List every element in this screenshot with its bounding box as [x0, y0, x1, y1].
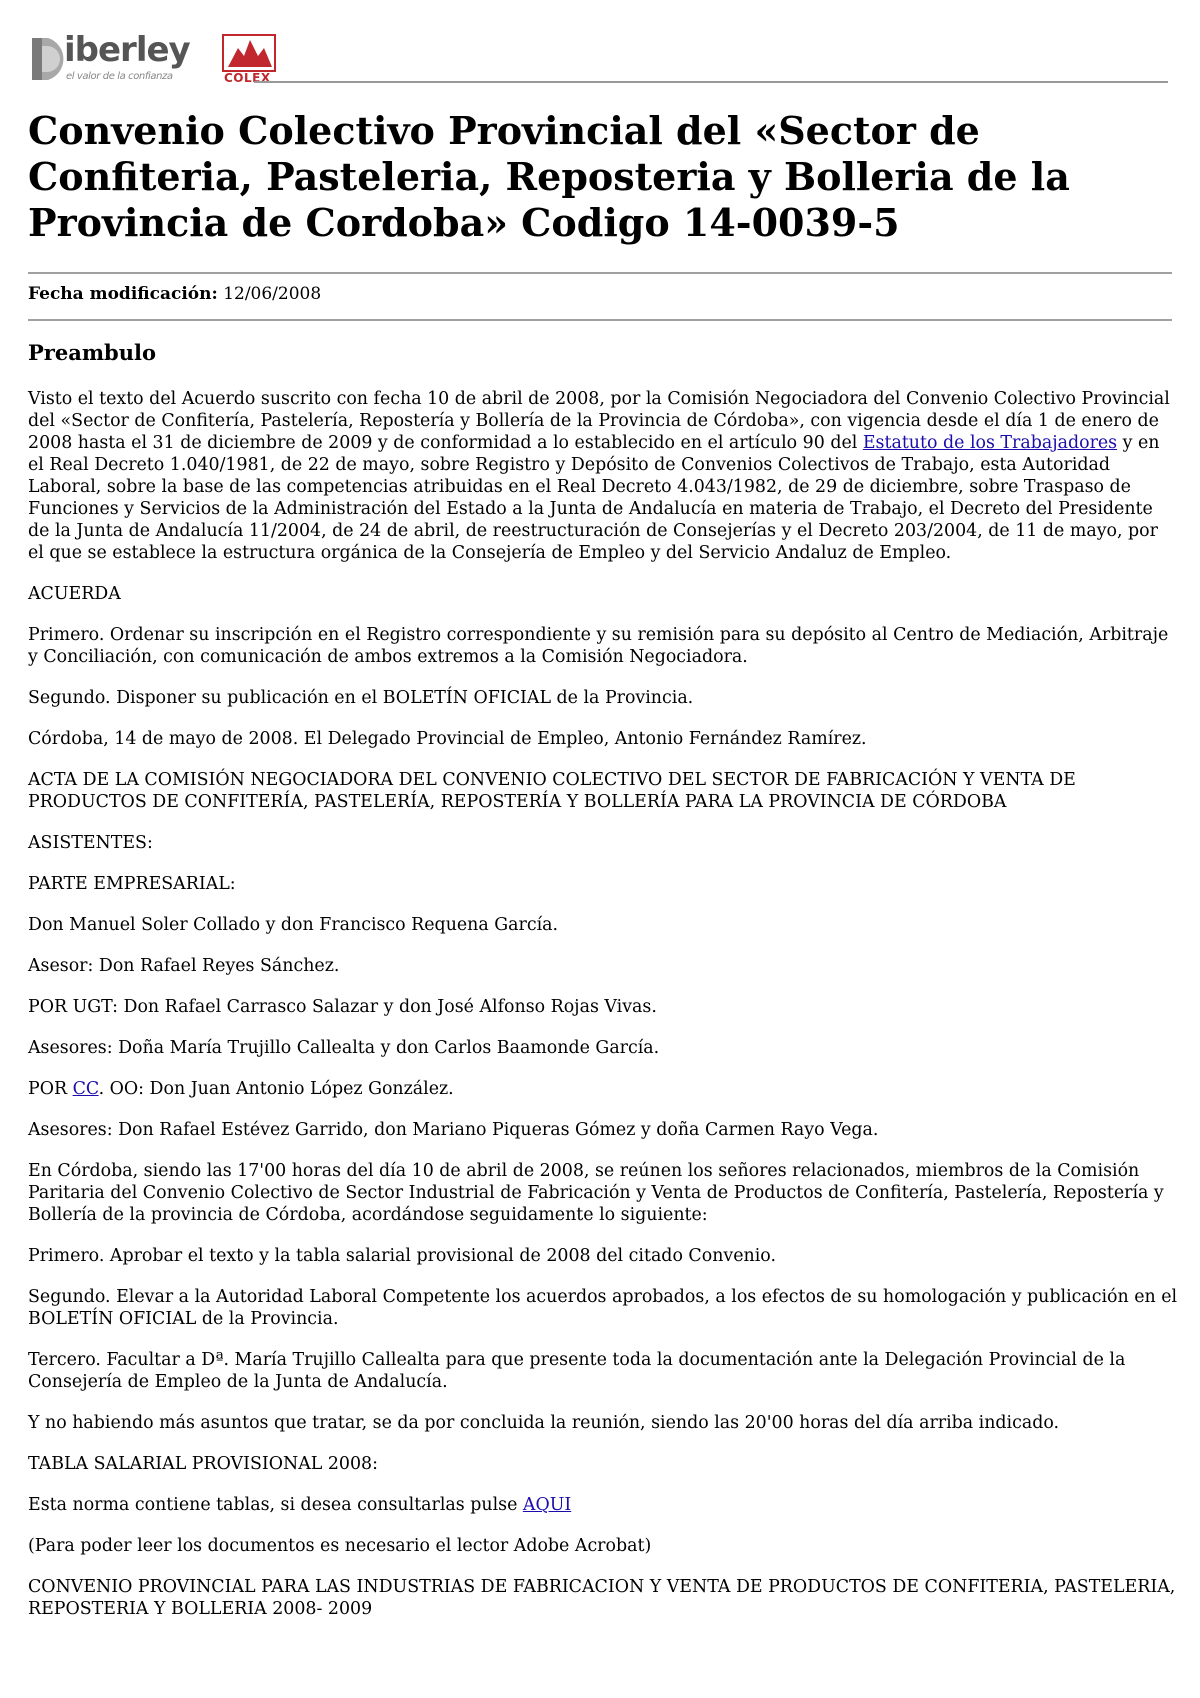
- paragraph: Asesores: Don Rafael Estévez Garrido, don Mariano Piqueras Gómez y doña Carmen Rayo Vega.: [28, 1120, 879, 1140]
- paragraph: Asesores: Doña María Trujillo Callealta y don Carlos Baamonde García.: [28, 1038, 660, 1058]
- paragraph: En Córdoba, siendo las 17'00 horas del día 10 de abril de 2008, se reúnen los señores relacionados, miembros de la Comisión Paritaria del Convenio Colectivo de Sector Industrial de Fabricación y Venta de Productos de Confitería, Pastelería, Repostería y Bollería de la provincia de Córdoba, acordándose seguidamente lo siguiente:: [28, 1161, 1164, 1225]
- aqui-link[interactable]: AQUI: [522, 1495, 572, 1515]
- paragraph: Asesor: Don Rafael Reyes Sánchez.: [28, 956, 340, 976]
- text: . OO: Don Juan Antonio López González.: [98, 1079, 454, 1099]
- partner-name: COLEX: [224, 71, 271, 85]
- text: Visto el texto del Acuerdo suscrito con fecha 10 de abril de 2008, por la Comisión Negociadora del Convenio Colectivo Provincial del «Sector de Confitería, Pastelería, Repostería y Bollería de la Provincia de Córdoba», con vigencia desde el día 1 de enero de 2008 hasta el 31 de diciembre de 2009 y de conformidad a lo establecido en el artículo 90 del: [28, 389, 1170, 453]
- iberley-mark-icon: [28, 36, 64, 82]
- colex-emblem-icon: [222, 34, 278, 72]
- page-title: Convenio Colectivo Provincial del «Sector de Confiteria, Pasteleria, Reposteria y Bolleria de la Provincia de Cordoba» Codigo 14-0039-5: [28, 108, 1070, 245]
- brand-slogan: el valor de la confianza: [66, 71, 173, 82]
- colex-logo[interactable]: [220, 34, 280, 84]
- paragraph: Tercero. Facultar a Dª. María Trujillo Callealta para que presente toda la documentación ante la Delegación Provincial de la Consejería de Empleo de la Junta de Andalucía.: [28, 1350, 1126, 1392]
- paragraph: [28, 1078, 1178, 1100]
- iberley-logo[interactable]: [28, 32, 218, 84]
- paragraph: TABLA SALARIAL PROVISIONAL 2008:: [28, 1454, 378, 1474]
- text: Esta norma contiene tablas, si desea consultarlas pulse: [28, 1495, 523, 1515]
- modification-date: [28, 284, 321, 304]
- brand-name: iberley: [64, 30, 190, 70]
- paragraph: ACTA DE LA COMISIÓN NEGOCIADORA DEL CONVENIO COLECTIVO DEL SECTOR DE FABRICACIÓN Y VENTA DE PRODUCTOS DE CONFITERÍA, PASTELERÍA, REPOSTERÍA Y BOLLERÍA PARA LA PROVINCIA DE CÓRDOBA: [28, 770, 1076, 812]
- document-body: [28, 388, 1178, 1639]
- site-header: [28, 32, 1168, 84]
- text: y en el Real Decreto 1.040/1981, de 22 de mayo, sobre Registro y Depósito de Convenios Colectivos de Trabajo, esta Autoridad Laboral, sobre la base de las competencias atribuidas en el Real Decreto 4.043/1982, de 29 de diciembre, sobre Traspaso de Funciones y Servicios de la Administración del Estado a la Junta de Andalucía en materia de Trabajo, el Decreto del Presidente de la Junta de Andalucía 11/2004, de 24 de abril, de reestructuración de Consejerías y el Decreto 203/2004, de 11 de mayo, por el que se establece la estructura orgánica de la Consejería de Empleo y del Servicio Andaluz de Empleo.: [28, 433, 1160, 563]
- paragraph: (Para poder leer los documentos es necesario el lector Adobe Acrobat): [28, 1536, 652, 1556]
- header-divider: [254, 81, 1168, 83]
- paragraph: POR UGT: Don Rafael Carrasco Salazar y don José Alfonso Rojas Vivas.: [28, 997, 657, 1017]
- paragraph: ACUERDA: [28, 584, 121, 604]
- paragraph: Primero. Aprobar el texto y la tabla salarial provisional de 2008 del citado Convenio.: [28, 1246, 776, 1266]
- paragraph: ASISTENTES:: [28, 833, 153, 853]
- paragraph: [28, 1494, 1178, 1516]
- cc-link[interactable]: CC: [72, 1079, 99, 1099]
- divider: [28, 319, 1172, 321]
- paragraph: Y no habiendo más asuntos que tratar, se da por concluida la reunión, siendo las 20'00 horas del día arriba indicado.: [28, 1413, 1060, 1433]
- section-title: Preambulo: [28, 340, 156, 365]
- paragraph: Don Manuel Soler Collado y don Francisco Requena García.: [28, 915, 559, 935]
- date-value: 12/06/2008: [223, 284, 322, 304]
- paragraph: Segundo. Elevar a la Autoridad Laboral Competente los acuerdos aprobados, a los efectos de su homologación y publicación en el BOLETÍN OFICIAL de la Provincia.: [28, 1287, 1178, 1329]
- paragraph: Córdoba, 14 de mayo de 2008. El Delegado Provincial de Empleo, Antonio Fernández Ramírez.: [28, 729, 867, 749]
- paragraph: [28, 388, 1178, 564]
- paragraph: PARTE EMPRESARIAL:: [28, 874, 236, 894]
- divider: [28, 272, 1172, 274]
- paragraph: CONVENIO PROVINCIAL PARA LAS INDUSTRIAS DE FABRICACION Y VENTA DE PRODUCTOS DE CONFITERIA, PASTELERIA, REPOSTERIA Y BOLLERIA 2008- 2009: [28, 1577, 1176, 1619]
- text: POR: [28, 1079, 73, 1099]
- paragraph: Segundo. Disponer su publicación en el BOLETÍN OFICIAL de la Provincia.: [28, 688, 694, 708]
- date-label: Fecha modificación:: [28, 284, 218, 304]
- paragraph: Primero. Ordenar su inscripción en el Registro correspondiente y su remisión para su depósito al Centro de Mediación, Arbitraje y Conciliación, con comunicación de ambos extremos a la Comisión Negociadora.: [28, 625, 1169, 667]
- estatuto-link[interactable]: Estatuto de los Trabajadores: [862, 433, 1118, 453]
